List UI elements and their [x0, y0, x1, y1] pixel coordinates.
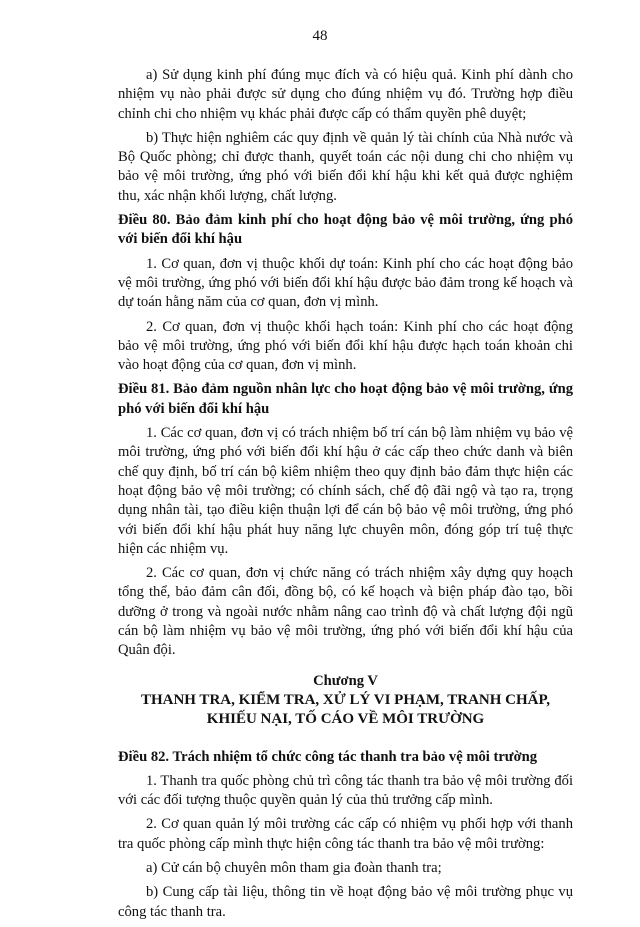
article-81-clause-2: 2. Các cơ quan, đơn vị chức năng có trách nhiệm xây dựng quy hoạch tổng thể, bảo đảm cân đối, đồng bộ, có kế hoạch và biện pháp đào tạo, bồi dưỡng ở trong và ngoài nước nhằm nâng cao trình độ và chất lượng đội ngũ cán bộ làm nhiệm vụ bảo vệ môi trường, ứng phó với biến đổi khí hậu của Quân đội.	[118, 565, 573, 659]
article-82-item-a: a) Cử cán bộ chuyên môn tham gia đoàn thanh tra;	[146, 859, 442, 876]
document-body	[118, 66, 573, 927]
paragraph-a-budget-use: a) Sử dụng kinh phí đúng mục đích và có hiệu quả. Kinh phí dành cho nhiệm vụ nào phải được sử dụng cho đúng nhiệm vụ đó. Trường hợp điều chỉnh chi cho nhiệm vụ khác phải được cấp có thẩm quyền phê duyệt;	[118, 67, 573, 122]
article-82-heading: Điều 82. Trách nhiệm tổ chức công tác thanh tra bảo vệ môi trường	[118, 748, 538, 765]
article-82-clause-1: 1. Thanh tra quốc phòng chủ trì công tác thanh tra bảo vệ môi trường đối với các đối tượng thuộc quyền quản lý của thủ trưởng cấp mình.	[118, 772, 573, 809]
chapter-title-line-1: THANH TRA, KIỂM TRA, XỬ LÝ VI PHẠM, TRANH CHẤP,	[140, 691, 551, 708]
article-82-clause-2: 2. Cơ quan quản lý môi trường các cấp có nhiệm vụ phối hợp với thanh tra quốc phòng cấp mình thực hiện công tác thanh tra bảo vệ môi trường:	[118, 816, 573, 852]
paragraph-b-financial-rules: b) Thực hiện nghiêm các quy định về quản lý tài chính của Nhà nước và Bộ Quốc phòng; chỉ được thanh, quyết toán các nội dung chi cho nhiệm vụ bảo vệ môi trường, ứng phó với biến đổi khí hậu khi kết quả được nghiệm thu, xác nhận khối lượng, chất lượng.	[118, 129, 573, 204]
article-82-item-b: b) Cung cấp tài liệu, thông tin về hoạt động bảo vệ môi trường phục vụ công tác thanh tra.	[118, 884, 573, 920]
chapter-label: Chương V	[313, 672, 378, 689]
article-81-clause-1: 1. Các cơ quan, đơn vị có trách nhiệm bố trí cán bộ làm nhiệm vụ bảo vệ môi trường, ứng phó với biến đổi khí hậu ở các cấp theo chức danh và biên chế quy định, bố trí cán bộ kiêm nhiệm theo quy định bảo đảm thực hiện các hoạt động bảo vệ môi trường; có chính sách, chế độ đãi ngộ và tạo ra, trọng dụng nhân tài, tạo điều kiện thuận lợi để cán bộ bảo vệ môi trường, ứng phó với biến đổi khí hậu phát huy năng lực chuyên môn, đóng góp trí tuệ thực hiện các nhiệm vụ.	[118, 425, 573, 557]
chapter-title	[118, 691, 573, 730]
article-80-clause-2: 2. Cơ quan, đơn vị thuộc khối hạch toán: Kinh phí cho các hoạt động bảo vệ môi trường, ứng phó với biến đổi khí hậu được hạch toán khoản chi vào hoạt động của cơ quan, đơn vị mình.	[118, 318, 573, 374]
chapter-title-line-2: KHIẾU NẠI, TỐ CÁO VỀ MÔI TRƯỜNG	[206, 711, 485, 728]
article-80-clause-1: 1. Cơ quan, đơn vị thuộc khối dự toán: Kinh phí cho các hoạt động bảo vệ môi trường, ứng phó với biến đổi khí hậu được bảo đảm trong kế hoạch và dự toán hằng năm của cơ quan, đơn vị mình.	[118, 255, 573, 311]
article-81-heading: Điều 81. Bảo đảm nguồn nhân lực cho hoạt động bảo vệ môi trường, ứng phó với biến đổi khí hậu	[118, 381, 573, 417]
article-80-heading: Điều 80. Bảo đảm kinh phí cho hoạt động bảo vệ môi trường, ứng phó với biến đổi khí hậu	[118, 212, 573, 248]
page-number: 48	[312, 28, 328, 44]
